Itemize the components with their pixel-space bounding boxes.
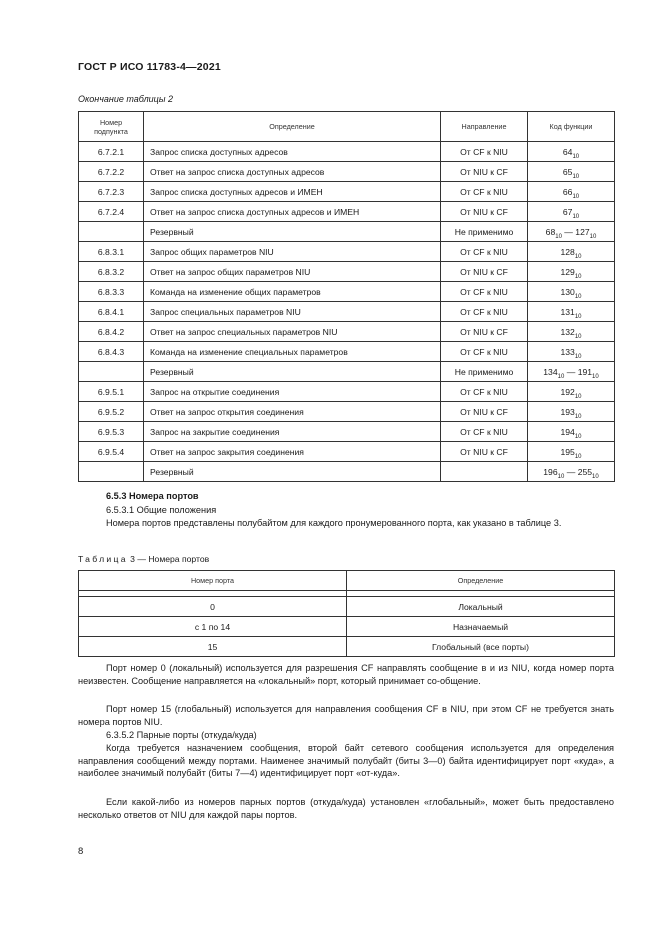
function-code-base: 10 [555, 233, 562, 240]
cell-number: 6.8.4.3 [79, 342, 144, 362]
cell-number: 6.7.2.1 [79, 142, 144, 162]
function-code-base: 10 [572, 173, 580, 180]
cell-direction: Не применимо [441, 362, 528, 382]
document-header: ГОСТ Р ИСО 11783-4—2021 [78, 61, 221, 73]
cell-function-code [528, 182, 615, 202]
table-row [79, 382, 615, 402]
table2-caption: Окончание таблицы 2 [78, 94, 173, 104]
cell-definition: Ответ на запрос общих параметров NIU [144, 262, 441, 282]
cell-function-code [528, 162, 615, 182]
table-row [79, 242, 615, 262]
function-code-base: 10 [574, 413, 582, 420]
function-code-base: 10 [574, 353, 582, 360]
cell-direction: От NIU к CF [441, 402, 528, 422]
function-code-base: 10 [572, 213, 580, 220]
function-code-base: 10 [557, 473, 565, 480]
cell-function-code [528, 342, 615, 362]
cell-definition: Запрос списка доступных адресов [144, 142, 441, 162]
table3-caption-title: 3 — Номера портов [127, 554, 210, 564]
cell-direction: Не применимо [441, 222, 528, 242]
function-codes-table [78, 111, 615, 482]
function-code: 66 [562, 186, 573, 197]
cell-port-number: с 1 по 14 [79, 617, 347, 637]
table-row [79, 462, 615, 482]
cell-number: 6.8.3.1 [79, 242, 144, 262]
cell-port-definition: Глобальный (все порты) [347, 637, 615, 657]
subsection-heading-paired-ports: 6.3.5.2 Парные порты (откуда/куда) [106, 730, 257, 740]
cell-direction: От CF к NIU [441, 242, 528, 262]
function-code: 193 [560, 406, 575, 417]
function-code-base: 10 [592, 373, 599, 380]
cell-direction: От CF к NIU [441, 382, 528, 402]
cell-direction: От CF к NIU [441, 182, 528, 202]
cell-number: 6.7.2.4 [79, 202, 144, 222]
column-header-number: Номер подпункта [79, 112, 144, 142]
cell-number: 6.8.4.1 [79, 302, 144, 322]
cell-function-code [528, 202, 615, 222]
cell-direction: От NIU к CF [441, 162, 528, 182]
section-heading: 6.5.3 Номера портов [106, 491, 199, 501]
column-header-direction: Направление [441, 112, 528, 142]
function-code: 134 [543, 366, 558, 377]
cell-function-code [528, 302, 615, 322]
cell-number: 6.8.3.3 [79, 282, 144, 302]
cell-definition: Ответ на запрос специальных параметров NIU [144, 322, 441, 342]
cell-direction [441, 462, 528, 482]
paragraph: Номера портов представлены полубайтом для каждого пронумерованного порта, как указано в таблице 3. [106, 518, 562, 528]
function-code-base: 10 [574, 273, 582, 280]
function-code-base: 10 [589, 233, 597, 240]
function-code: 133 [560, 346, 575, 357]
table3-caption [78, 554, 209, 564]
function-code: 65 [562, 166, 573, 177]
table-row [79, 597, 615, 617]
cell-number [79, 362, 144, 382]
subsection-heading-general: 6.5.3.1 Общие положения [106, 505, 217, 515]
column-header-port-definition: Определение [347, 571, 615, 591]
cell-number: 6.9.5.3 [79, 422, 144, 442]
function-code-base: 10 [574, 313, 582, 320]
table-row [79, 202, 615, 222]
table-row [79, 302, 615, 322]
table-row [79, 402, 615, 422]
function-code-base: 10 [557, 373, 565, 380]
function-code-base: 10 [592, 473, 599, 480]
paragraph: Порт номер 0 (локальный) используется для разрешения CF направлять сообщение в и из NIU, когда номер порта неизвестен. Сообщение направляется на «локальный» порт, который принимает со-общение. [78, 663, 614, 686]
cell-port-definition: Локальный [347, 597, 615, 617]
cell-number [79, 222, 144, 242]
cell-direction: От CF к NIU [441, 282, 528, 302]
function-code-base: 10 [574, 393, 582, 400]
table-row [79, 222, 615, 242]
cell-number: 6.9.5.4 [79, 442, 144, 462]
paragraph: Если какой-либо из номеров парных портов (откуда/куда) установлен «глобальный», может быть предоставлено несколько ответов от NIU для каждой пары портов. [78, 797, 614, 820]
function-code-base: 10 [574, 433, 582, 440]
cell-function-code [528, 322, 615, 342]
table-row [79, 142, 615, 162]
cell-function-code [528, 382, 615, 402]
page-number: 8 [78, 846, 84, 857]
table-row [79, 617, 615, 637]
function-code: 196 [543, 466, 558, 477]
function-code: 192 [560, 386, 575, 397]
function-code-range-end: 127 [575, 226, 590, 237]
cell-definition: Резервный [144, 222, 441, 242]
cell-direction: От NIU к CF [441, 322, 528, 342]
function-code: 129 [560, 266, 575, 277]
cell-definition: Запрос общих параметров NIU [144, 242, 441, 262]
cell-port-number: 15 [79, 637, 347, 657]
function-code: 64 [562, 146, 573, 157]
port-numbers-table [78, 570, 615, 657]
function-code-base: 10 [574, 293, 582, 300]
cell-number: 6.9.5.2 [79, 402, 144, 422]
cell-function-code [528, 422, 615, 442]
cell-port-definition: Назначаемый [347, 617, 615, 637]
cell-direction: От CF к NIU [441, 142, 528, 162]
cell-function-code [528, 242, 615, 262]
cell-definition: Резервный [144, 362, 441, 382]
paragraph: Порт номер 15 (глобальный) используется для направления сообщения CF в NIU, при этом CF не требуется знать номера портов NIU. [78, 704, 614, 727]
function-code: 194 [560, 426, 575, 437]
function-code: 130 [560, 286, 575, 297]
cell-definition: Запрос на закрытие соединения [144, 422, 441, 442]
function-code: 67 [562, 206, 573, 217]
function-code-base: 10 [572, 153, 580, 160]
cell-direction: От NIU к CF [441, 202, 528, 222]
table-row [79, 422, 615, 442]
cell-definition: Запрос на открытие соединения [144, 382, 441, 402]
cell-function-code [528, 282, 615, 302]
paragraph: Когда требуется назначением сообщения, второй байт сетевого сообщения используется для определения направления сообщений между портами. Наименее значимый полубайт (биты 3—0) байта идентифицирует порт «куда», а наиболее значимый полубайт (биты 7—4) идентифицирует порт «от-куда». [78, 743, 614, 779]
cell-direction: От CF к NIU [441, 302, 528, 322]
cell-direction: От CF к NIU [441, 342, 528, 362]
cell-definition: Запрос списка доступных адресов и ИМЕН [144, 182, 441, 202]
cell-function-code: $134_{10}$ — $191_{10}$ [528, 362, 615, 382]
table-row [79, 637, 615, 657]
table-row [79, 262, 615, 282]
cell-number: 6.8.3.2 [79, 262, 144, 282]
cell-function-code [528, 442, 615, 462]
function-code-range-end: 255 [577, 466, 593, 477]
cell-function-code: $196_{10}$ — $255_{10}$ [528, 462, 615, 482]
function-code: 131 [560, 306, 575, 317]
cell-direction: От NIU к CF [441, 442, 528, 462]
cell-function-code [528, 142, 615, 162]
cell-function-code: $68_{10}$ — $127_{10}$ [528, 222, 615, 242]
cell-definition: Ответ на запрос списка доступных адресов и ИМЕН [144, 202, 441, 222]
function-code: 132 [560, 326, 575, 337]
function-code-base: 10 [574, 333, 582, 340]
cell-number: 6.9.5.1 [79, 382, 144, 402]
function-code: 195 [560, 446, 575, 457]
column-header-function-code: Код функции [528, 112, 615, 142]
function-code-range-end: 191 [577, 366, 593, 377]
table3-caption-label: Таблица [78, 554, 128, 564]
function-code-base: 10 [574, 453, 582, 460]
cell-definition: Резервный [144, 462, 441, 482]
cell-number: 6.7.2.2 [79, 162, 144, 182]
cell-port-number: 0 [79, 597, 347, 617]
cell-definition: Ответ на запрос списка доступных адресов [144, 162, 441, 182]
column-header-definition: Определение [144, 112, 441, 142]
table-row [79, 362, 615, 382]
cell-definition: Команда на изменение общих параметров [144, 282, 441, 302]
column-header-port-number: Номер порта [79, 571, 347, 591]
table-row [79, 322, 615, 342]
function-code: 128 [560, 246, 575, 257]
cell-number: 6.8.4.2 [79, 322, 144, 342]
table-row [79, 282, 615, 302]
cell-function-code [528, 402, 615, 422]
cell-direction: От NIU к CF [441, 262, 528, 282]
cell-definition: Ответ на запрос закрытия соединения [144, 442, 441, 462]
table-row [79, 442, 615, 462]
table-row [79, 342, 615, 362]
table-row [79, 182, 615, 202]
cell-number [79, 462, 144, 482]
table-row [79, 162, 615, 182]
cell-direction: От CF к NIU [441, 422, 528, 442]
cell-function-code [528, 262, 615, 282]
function-code-base: 10 [572, 193, 580, 200]
function-code-base: 10 [574, 253, 582, 260]
function-code: 68 [545, 226, 556, 237]
cell-definition: Команда на изменение специальных параметров [144, 342, 441, 362]
cell-definition: Ответ на запрос открытия соединения [144, 402, 441, 422]
cell-number: 6.7.2.3 [79, 182, 144, 202]
cell-definition: Запрос специальных параметров NIU [144, 302, 441, 322]
